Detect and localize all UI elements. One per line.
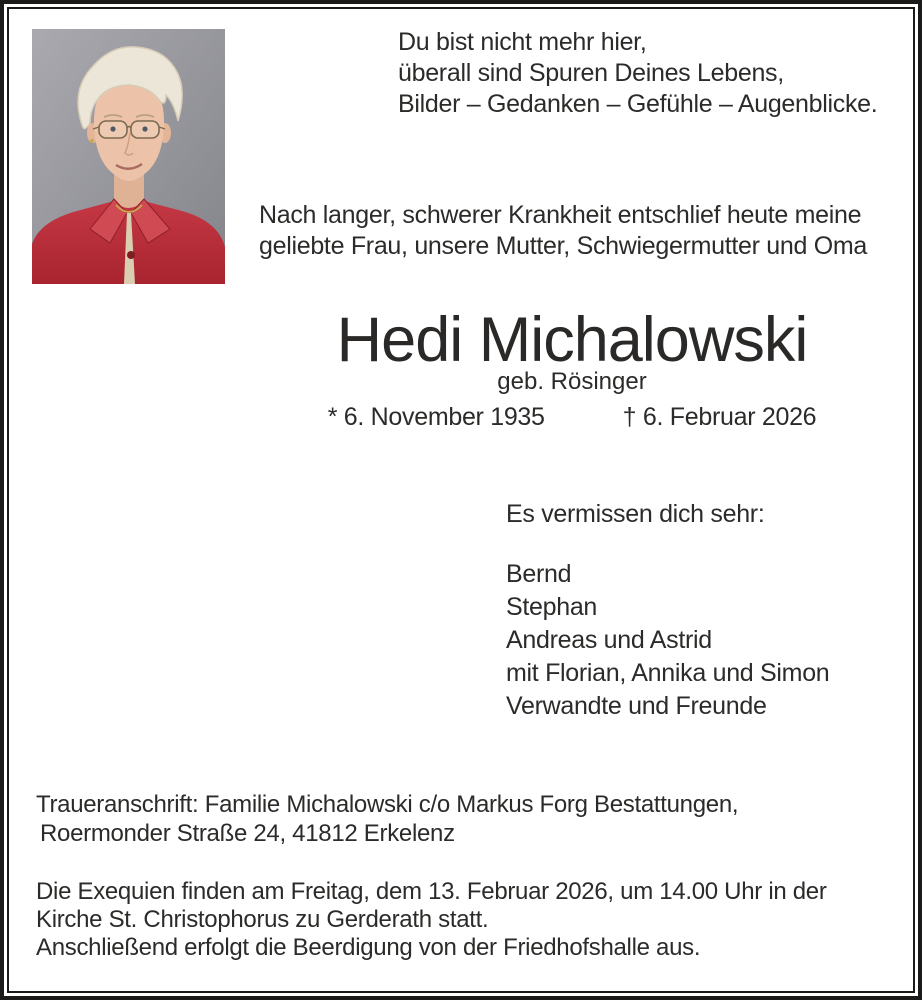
poem-line: überall sind Spuren Deines Lebens, (398, 59, 784, 87)
maiden-name: geb. Rösinger (497, 368, 647, 395)
eye-right (142, 126, 147, 131)
address-line: Traueranschrift: Familie Michalowski c/o Markus Forg Bestattungen, (36, 791, 739, 818)
service-line: Die Exequien finden am Freitag, dem 13. Februar 2026, um 14.00 Uhr in der (36, 878, 827, 905)
earring (90, 139, 94, 143)
intro-line: geliebte Frau, unsere Mutter, Schwiegermutter und Oma (259, 232, 868, 260)
mourner-name: Stephan (506, 593, 598, 621)
condolence-intro (259, 200, 867, 262)
poem-line: Du bist nicht mehr hier, (398, 28, 647, 56)
address-line: Roermonder Straße 24, 41812 Erkelenz (40, 820, 455, 847)
mourners-heading: Es vermissen dich sehr: (506, 500, 765, 528)
service-line: Anschließend erfolgt die Beerdigung von der Friedhofshalle aus. (36, 934, 701, 961)
mourner-name: Verwandte und Freunde (506, 692, 767, 720)
funeral-service-info (36, 878, 827, 962)
eye-left (110, 126, 115, 131)
memorial-poem (398, 27, 877, 120)
mourning-address (36, 790, 738, 848)
mourner-name: Andreas und Astrid (506, 626, 712, 654)
life-dates (258, 405, 886, 430)
intro-line: Nach langer, schwerer Krankheit entschlief heute meine (259, 201, 862, 229)
jacket-button (127, 251, 135, 259)
mourner-name: mit Florian, Annika und Simon (506, 659, 830, 687)
poem-line: Bilder – Gedanken – Gefühle – Augenblicke. (398, 90, 878, 118)
birth-date: * 6. November 1935 (327, 403, 545, 431)
deceased-name: Hedi Michalowski (336, 305, 808, 375)
portrait-photo (32, 29, 225, 284)
mourners-list (506, 558, 829, 723)
death-date: † 6. Februar 2026 (622, 403, 817, 431)
service-line: Kirche St. Christophorus zu Gerderath statt. (36, 906, 489, 933)
mourner-name: Bernd (506, 560, 572, 588)
